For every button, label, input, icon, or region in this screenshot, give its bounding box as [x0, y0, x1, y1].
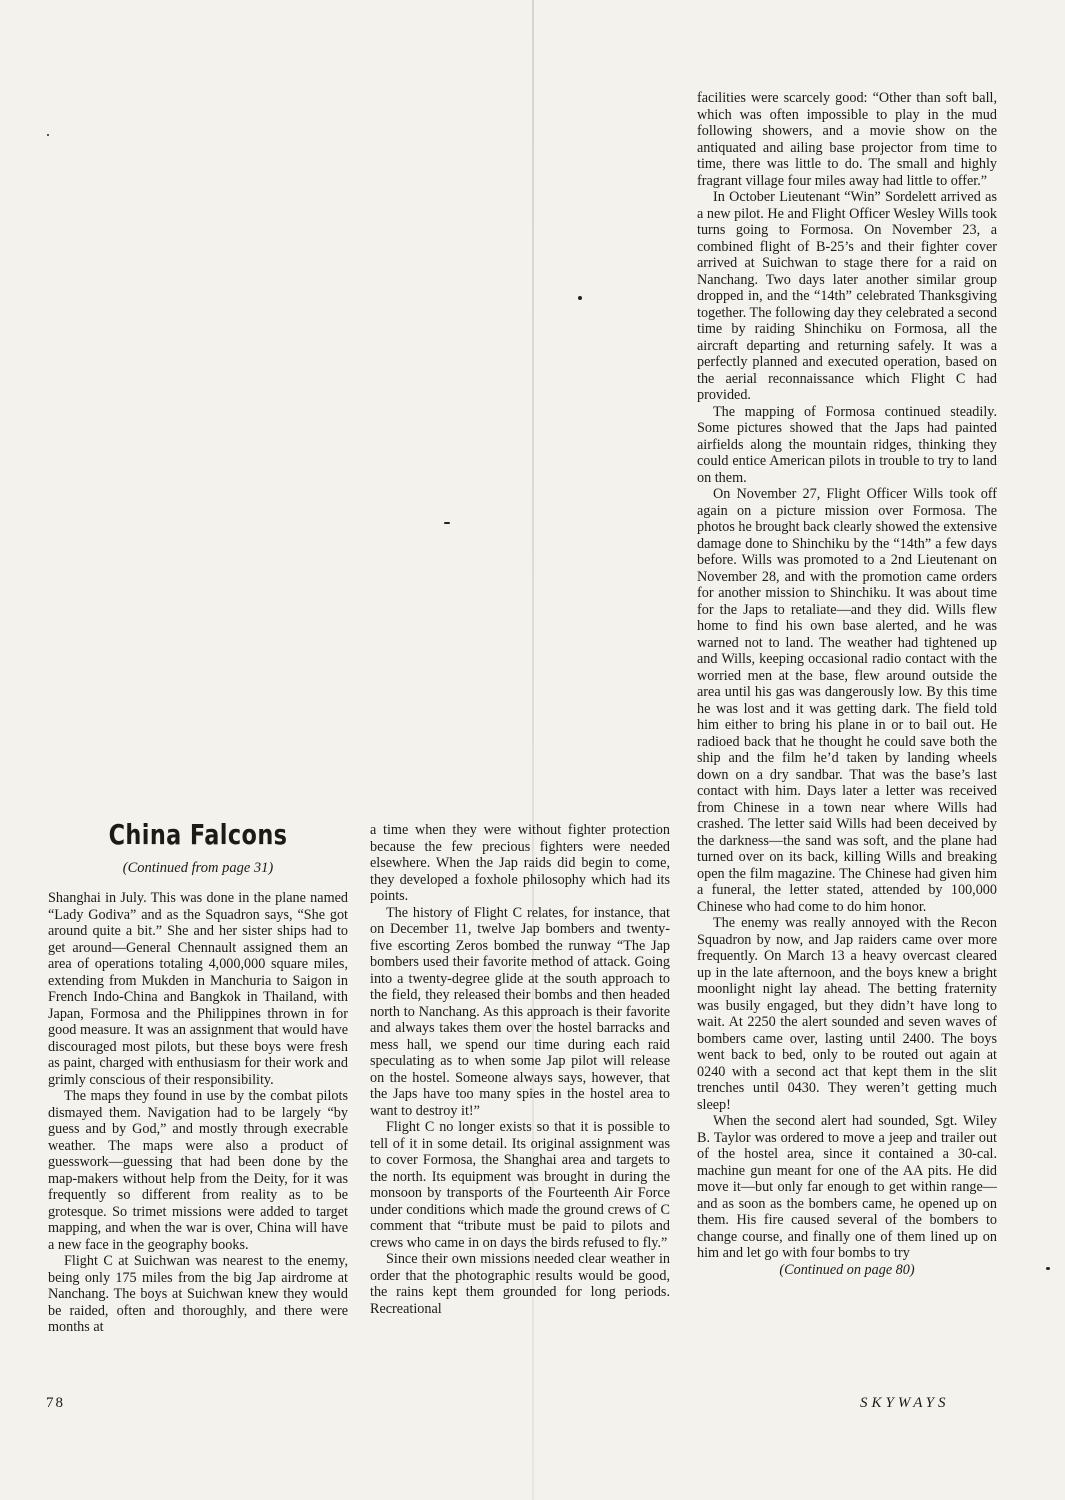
print-speck [47, 134, 49, 136]
paragraph: When the second alert had sounded, Sgt. Wiley B. Taylor was ordered to move a jeep and trailer out of the hostel area, since it contained a 30-cal. machine gun meant for one of the AA pits. He did move it—but only far enough to get within range—and as soon as the bombers came, he opened up on them. His fire caused several of the bombers to change course, and finally one of them lined up on him and let go with four bombs to try [697, 1113, 997, 1261]
print-speck [578, 296, 582, 300]
paragraph: facilities were scarcely good: “Other than soft ball, which was often impossible to play in the mud following showers, and a movie show on the antiquated and ailing base projector from time to time, there was little to do. The small and highly fragrant village four miles away had little to offer.” [697, 90, 997, 189]
print-speck [444, 522, 450, 524]
paragraph: The mapping of Formosa continued steadily. Some pictures showed that the Japs had painted airfields along the mountain ridges, thinking they could entice American pilots in trouble to try to land on them. [697, 403, 997, 486]
paragraph: The history of Flight C relates, for instance, that on December 11, twelve Jap bombers and twenty-five escorting Zeros bombed the runway “The Jap bombers used their favorite method of attack. Going into a twenty-degree glide at the south approach to the field, they released their bombs and then headed north to Nanchang. As this approach is their favorite and always takes them over the hostel barracks and mess hall, we spend our time during each raid speculating as to when some Jap pilot will release on the hostel. Someone always says, however, that the Japs have too many spies in the hostel area to want to destroy it!” [370, 904, 670, 1119]
page-number: 78 [46, 1395, 65, 1411]
paragraph: The enemy was really annoyed with the Recon Squadron by now, and Jap raiders came over more frequently. On March 13 a heavy overcast cleared up in the late afternoon, and the boys knew a bright moonlight night lay ahead. The betting fraternity was busily engaged, but they didn’t have long to wait. At 2250 the alert sounded and seven waves of bombers came over, lasting until 2400. The boys went back to bed, only to be routed out again at 0240 with a second act that kept them in the slit trenches until 0430. They weren’t getting much sleep! [697, 915, 997, 1113]
paragraph: a time when they were without fighter protection because the few precious fighters were needed elsewhere. When the Jap raids did begin to come, they developed a foxhole philosophy which had its points. [370, 822, 670, 904]
magazine-name: SKYWAYS [860, 1395, 950, 1411]
paragraph: The maps they found in use by the combat pilots dismayed them. Navigation had to be largely “by guess and by God,” and mostly through execrable weather. The maps were also a product of guesswork—guessing that had been done by the map-makers without help from the Deity, for it was frequently so different from reality as to be grotesque. So trimet missions were added to target mapping, and when the war is over, China will have a new face in the geography books. [48, 1088, 348, 1253]
continued-from-note: (Continued from page 31) [122, 860, 274, 876]
paragraph: Flight C no longer exists so that it is possible to tell of it in some detail. Its original assignment was to cover Formosa, the Shanghai area and targets to the north. Its equipment was brought in during the monsoon by transports of the Fourteenth Air Force under conditions which made the ground crews of C comment that “tribute must be paid to pilots and crews who came in on days the birds refused to fly.” [370, 1119, 670, 1251]
article-title: China Falcons [108, 818, 288, 851]
paragraph: Flight C at Suichwan was nearest to the enemy, being only 175 miles from the big Jap airdrome at Nanchang. The boys at Suichwan knew they would be raided, often and thoroughly, and there were months at [48, 1253, 348, 1335]
paragraph: On November 27, Flight Officer Wills took off again on a picture mission over Formosa. The photos he brought back clearly showed the extensive damage done to Shinchiku by the “14th” a few days before. Wills was promoted to a 2nd Lieutenant on November 28, and with the promotion came orders for another mission to Shinchiku. It was about time for the Japs to retaliate—and they did. Wills flew home to find his own base alerted, and he was warned not to land. The weather had tightened up and Wills, keeping occasional radio contact with the worried men at the base, flew around outside the area until his gas was dangerously low. By this time he was lost and it was getting dark. The field told him either to bring his plane in or to bail out. He radioed back that he thought he could save both the ship and the film he’d taken by landing wheels down on a dry sandbar. That was the base’s last contact with him. Days later a letter was received from Chinese in a town near where Wills had crashed. The letter said Wills had been deceived by the darkness—the sand was soft, and the plane had turned over on its back, killing Wills and breaking open the film magazine. The Chinese had given him a funeral, the letter stated, attended by 100,000 Chinese who had come to do him honor. [697, 486, 997, 915]
text-column-3 [697, 90, 997, 1278]
print-speck [1046, 1267, 1050, 1270]
paragraph: Since their own missions needed clear weather in order that the photographic results would be good, the rains kept them grounded for long periods. Recreational [370, 1251, 670, 1317]
text-column-2 [370, 822, 670, 1317]
continued-on-note: (Continued on page 80) [779, 1261, 915, 1278]
paragraph: Shanghai in July. This was done in the plane named “Lady Godiva” and as the Squadron says, “She got around quite a bit.” She and her sister ships had to get around—General Chennault assigned them an area of operations totaling 4,000,000 square miles, extending from Mukden in Manchuria to Saigon in French Indo-China and Bangkok in Thailand, with Japan, Formosa and the Philippines thrown in for good measure. It was an assignment that would have discouraged most pilots, but these boys were fresh as paint, charged with enthusiasm for their work and grimly conscious of their responsibility. [48, 890, 348, 1088]
paragraph: In October Lieutenant “Win” Sordelett arrived as a new pilot. He and Flight Officer Wesley Wills took turns going to Formosa. On November 23, a combined flight of B-25’s and their fighter cover arrived at Suichwan to stage there for a raid on Nanchang. Two days later another similar group dropped in, and the “14th” celebrated Thanksgiving together. The following day they celebrated a second time by raiding Shinchiku on Formosa, all the aircraft departing and returning safely. It was a perfectly planned and executed operation, based on the aerial reconnaissance which Flight C had provided. [697, 189, 997, 403]
text-column-1 [48, 890, 348, 1336]
